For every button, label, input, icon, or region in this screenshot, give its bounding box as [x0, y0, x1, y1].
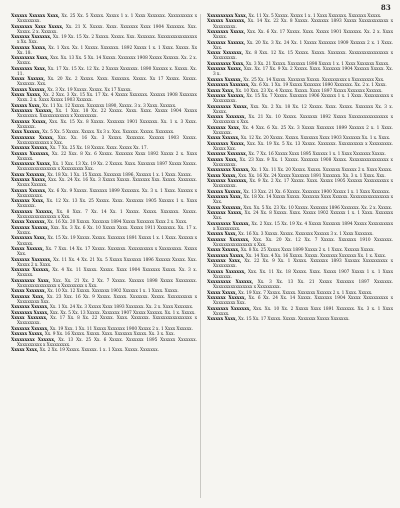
- entry-name: Xxxxxxx Xxxxxxx,: [207, 179, 248, 185]
- entry-details: Xx. 16 Xx. 20 Xxxxx. Xxxxxxx 1894 Xxxxx Xxxxxxx Xxxx 2 x. Xxxx.: [47, 220, 188, 226]
- column-divider: [200, 14, 201, 498]
- entry-details: Xx. 2 Xxx. 3 Xx. 15 Xx. 17 Xx. 4 Xxxxx Xxxxxxx. Xxxxxx 1908 Xxxxxxx Xxxx. 2 x. Xxxx Xxxxx 1903 Xxxxxx.: [17, 93, 197, 104]
- directory-entry: [11, 220, 197, 225]
- directory-entry: [207, 30, 393, 40]
- entry-name: Xxxxxx Xxxx,: [207, 317, 237, 323]
- entry-details: Xx. 14 Xx. 22 Xx. 8 Xxxxx. Xxxxxxx 1893 Xxxxx Xxxxxxxxxxxx x Xxxxxxxxx.: [213, 19, 393, 30]
- directory-entry: [11, 316, 197, 326]
- entry-name: Xxxxxxxx Xxxxx,: [207, 141, 246, 147]
- entry-name: Xxxxxxx Xxxxx,: [207, 211, 243, 217]
- directory-entry: [11, 311, 197, 316]
- directory-entry: [207, 248, 393, 253]
- directory-entry: [11, 152, 197, 162]
- directory-entry: [11, 77, 197, 87]
- directory-entry: [207, 291, 393, 296]
- directory-entry: [11, 104, 197, 109]
- entry-name: Xxxxxxx Xxxxx,: [11, 178, 47, 184]
- directory-entry: [207, 126, 393, 136]
- directory-entry: [207, 270, 393, 280]
- directory-entry: [11, 93, 197, 103]
- directory-entry: [207, 67, 393, 77]
- entry-name: Xxxxxxx Xxxxxx,: [11, 305, 49, 311]
- entry-name: Xxxxx Xxxxxxx,: [11, 220, 47, 226]
- entry-name: Xxxxxxx Xxxxx,: [11, 119, 48, 125]
- directory-entry: [11, 162, 197, 172]
- entry-name: Xxxxxxxx Xxxx,: [11, 236, 47, 242]
- entry-name: Xxxxxx Xxxxxxx,: [207, 269, 246, 275]
- directory-entry: [207, 89, 393, 94]
- entry-details: Xx. 13 Xxx. 21 Xx. 6 Xxxxx. Xxxxxxx 1900 Xxxxx 1 x. 1 Xxxx Xxxxxxx.: [243, 189, 391, 195]
- entry-name: Xxxxxxx Xxxxxx,: [11, 225, 50, 231]
- entry-details: Xxx. Xx. 16 Xx. 24 Xxxxx Xxxxxxx 1891 Xxxxxxx. Xx. 3 x. 1 Xxxx. Xxx.: [238, 173, 386, 179]
- entry-name: Xxxxxxx Xxxxx,: [11, 45, 47, 51]
- entry-name: Xxxxxxxxx Xxxxx,: [207, 104, 249, 110]
- directory-entry: [11, 210, 197, 220]
- entry-details: Xx. 6 Xx. 24 Xx. 14 Xxxxx. Xxxxxxx 1904 Xxxxx Xxxxxxxxxx x Xxxxxxxxx Xxx.: [213, 296, 394, 307]
- entry-details: Xxx. Xx. 21 Xx. 2 Xx. 7 Xxxxx. Xxxxxx 1898 Xxxxx Xxxxxxxx. Xxxxxxxxxxxxxxxx x Xxxxxxxxx x Xxx.: [17, 278, 198, 289]
- entry-name: Xxxxxxx Xxxxxxx,: [207, 237, 250, 243]
- entry-details: Xx. 19 Xxx. 1 Xx. 11 Xxxxx Xxxxxxx 1900 Xxxxx 2 x. 1 Xxxx Xxxxxx.: [49, 326, 193, 332]
- directory-entry: [11, 199, 197, 209]
- entry-details: Xxx. Xx. 19 Xx. 5 Xx. 13 Xxxxx. Xxxxxxx. Xxxxxxxxxx x Xxxxxxxxx. Xxxxx Xxx.: [213, 141, 393, 152]
- entry-name: Xxxxxxx Xxxxxx,: [11, 268, 50, 274]
- entry-name: Xxxxxxxxx Xxxxxx,: [207, 168, 250, 174]
- entry-name: Xxxxxx Xxxxxx,: [207, 77, 243, 83]
- directory-entry: [11, 25, 197, 35]
- entry-name: Xxxxxxx Xxxxxx,: [207, 94, 245, 100]
- directory-entry: [11, 109, 197, 119]
- directory-entry: [207, 152, 393, 157]
- entry-name: Xxxxxxxx Xxxxxx,: [11, 209, 54, 215]
- entry-details: Xx. 18 Xx. 14 Xxxxx Xxxxx. Xxxxxxx Xxxx Xxxxxx. Xxxxxxxxxxxxxxxx x Xxx.: [213, 195, 394, 206]
- entry-details: Xx. 4 Xxx. 6 Xx. 25 Xx. 3 Xxxxx Xxxxxxx 1899 Xxxxxx 2 x. 1 Xxxx. Xxxxxxx.: [213, 125, 394, 136]
- entry-name: Xxxxxxx Xxxxxx,: [207, 296, 246, 302]
- entry-name: Xxxxxxxx Xxxxxxx,: [207, 83, 250, 89]
- directory-entry: [207, 211, 393, 221]
- directory-entry: [11, 247, 197, 257]
- directory-entry: [207, 254, 393, 259]
- entry-details: Xx. 8 Xx. 25 Xxxxx Xxxx 1899 Xxxxx 2 x. 1 Xxxx. Xxxxxx Xxxxx.: [240, 248, 375, 254]
- entry-name: Xxxxx Xxxxxxx,: [11, 172, 47, 178]
- directory-entry: [207, 296, 393, 306]
- entry-details: Xx. 16 Xx. 3 Xxxxx. Xxxxx. Xxxxxxx Xxxxxx 3 x. 1 Xxxx Xxxxxxx.: [238, 232, 374, 238]
- entry-details: Xx. 20 Xx. 2 Xxxxx. Xxxx. Xxxxxxx. Xxxxx. Xx 17 Xxxxx. Xxxxx. Xxxxxxx. Xxx.: [17, 77, 197, 88]
- directory-entry: [11, 258, 197, 268]
- entry-name: Xxxxx Xxxx,: [207, 88, 235, 94]
- entry-name: Xxxxxxxxx Xxxx,: [11, 56, 49, 62]
- entry-details: Xx. 17 Xx. 8 Xx. 22 Xxxxx. Xxxx. Xxxxxxx. Xxxxxxxxxxxxxxxx x Xxxxxxxxx.: [17, 316, 198, 327]
- directory-entry: [11, 56, 197, 66]
- directory-entry: [11, 120, 197, 130]
- entry-name: Xxxxxx Xxxxxxx,: [207, 115, 246, 121]
- entry-details: Xx. 2 Xx. 19 Xxxxx. Xxxxxx. 1 x. 1 Xxxx. Xxxxx. Xxxxxxx.: [39, 348, 159, 354]
- directory-entry: [11, 305, 197, 310]
- entry-details: Xx. 12 Xx. 20 Xxxxx. Xxxxx. Xxxxxxx Xxxx 1903 Xxxxxxx Xx. 1 x. Xxxx.: [240, 136, 391, 142]
- entry-name: Xxxxx Xxxxxx,: [11, 247, 44, 252]
- directory-entry: [207, 78, 393, 83]
- entry-name: Xxxxxxx Xxxxxx,: [11, 146, 49, 152]
- directory-entry: [207, 307, 393, 317]
- entry-details: Xx. 15 Xx. 7 Xxxxx. Xxxxxxx 1906 Xxxxxx 1 x. 1 Xxxx. Xxxxxxxxxx x Xxxxxxxxx.: [213, 94, 394, 105]
- directory-entry: [11, 178, 197, 188]
- page-number: 83: [380, 3, 391, 12]
- entry-name: Xxxxxxxx Xxxx Xxxxx,: [11, 24, 64, 30]
- entry-name: Xxxxxx Xxxxxxx,: [11, 151, 50, 157]
- entry-details: Xx. 7 Xx. 25 Xx. 18 Xxxxx. Xxxx. Xxxxx Xx. 17.: [49, 146, 148, 152]
- entry-details: Xx. 5 Xx. 5 Xxxxx. Xxxxx. Xx 3 x. Xxx. Xxxxxx. Xxxxx. Xxxxxxx.: [42, 130, 175, 136]
- entry-name: Xxxxxxx Xxxx,: [11, 294, 45, 300]
- directory-entry: [11, 35, 197, 45]
- entry-name: Xxxxxxxx Xxxx,: [11, 66, 47, 72]
- entry-details: Xx. 20 Xx. 3 Xx. 24 Xx. 1 Xxxxx Xxxxxxx 1909 Xxxxxx 2 x. 1 Xxxx. Xxx.: [213, 40, 393, 51]
- directory-entry: [11, 67, 197, 77]
- directory-entry: [11, 88, 197, 93]
- directory-entry: [11, 46, 197, 56]
- entry-name: Xxxxxx Xxxxxx,: [11, 87, 47, 93]
- entry-details: Xx. 7 Xx. 16 Xxxxx Xxxx 1895 Xxxxxx 1 x. 1 Xxxx Xxxxxxx Xxxxx.: [248, 152, 386, 158]
- directory-entry: [207, 206, 393, 211]
- entry-name: Xxxxx Xxxxxx,: [207, 136, 240, 142]
- entry-details: Xx. 8 Xxx. 7 Xx. 14 Xx. 1 Xxxxx. Xxxxx. Xxxxxxx. Xxxxx. Xxxxxxxxxxxxxxxx x Xxx.: [17, 209, 197, 220]
- entry-name: Xxxxx Xxxxxx,: [11, 77, 46, 83]
- directory-entry: [207, 158, 393, 168]
- directory-entry: [207, 259, 393, 269]
- entry-details: Xx. 3 Xx. 19 Xxxxx. Xxxxx. Xx 17 Xxxxx.: [47, 87, 132, 93]
- entry-details: Xxx. Xx. 6 Xx. 17 Xxxxx. Xxxx. Xxxxx 1901 Xxxxxxx. Xx. 2 x. Xxxx Xxxxx.: [213, 30, 393, 41]
- entry-name: Xxxxxx Xxxxxx,: [11, 188, 47, 194]
- entry-details: Xxx. Xx. 16 Xx. 3 Xxxxx. Xxxxxxx. Xxxxxx 1903 Xxxxx. Xxxxxxxxxxxxx x Xxx.: [17, 135, 198, 146]
- entry-details: Xx. 18 Xx. 1 Xx. 15 Xxxxx. Xxxxxxx 1896, Xxxxxx 1 x. 1 Xxxx. Xxxxx.: [47, 172, 193, 178]
- directory-entry: [207, 222, 393, 232]
- entry-details: Xx. 25 Xx. 5 Xxxxx. Xxxxx 1 x. 1 Xxxx Xxxxxxx. Xxxxxxxxxx x Xxxxxxxxx.: [17, 14, 197, 25]
- entry-details: Xx. 2 Xxx. 15 Xx. 19 Xx. 4 Xxxxx Xxxxxxx 1894 Xxxxx Xxxxxxxxxx x Xxxxxxxxx.: [213, 221, 394, 232]
- entry-name: Xxxxxxxx Xxxxxxx,: [207, 306, 251, 312]
- entry-name: Xxxxxxxxx Xxxxxx,: [207, 280, 254, 286]
- entry-details: Xx. 13 Xx. 25 Xx. 6 Xxxxx. Xxxxxxx 1895 Xxxxxx Xxxxxxx. Xxxxxxxxxx x Xxxxxxxxx.: [17, 337, 198, 348]
- directory-entry: [11, 173, 197, 178]
- entry-name: Xxxxx Xxxxx,: [11, 93, 42, 99]
- entry-details: Xx. 9 Xx. 16 Xxxxx. Xxxxx. Xxxx. Xxxxxxx Xxxxx. Xx. 3 x. Xxx.: [44, 332, 175, 338]
- directory-entry: [207, 142, 393, 152]
- entry-details: Xxx. Xx. 17 Xx. 9 Xx. 2 Xxxxx. Xxxx. Xxxxxxx 1904 Xxxxxx Xxxxx. Xx. 3 x.: [213, 67, 393, 78]
- entry-details: Xxx. Xx. 5 Xx. 23 Xx. 10 Xxxxx. Xxxxxxx 1896 Xxxxxxx. Xx. 2 x. Xxxxx.: [243, 205, 393, 211]
- left-column: [11, 14, 197, 354]
- right-column: [207, 14, 393, 323]
- directory-entry: [207, 168, 393, 173]
- directory-entry: [11, 136, 197, 146]
- directory-entry: [207, 179, 393, 189]
- entry-name: Xxxxxxxx Xxxxx,: [207, 30, 246, 36]
- directory-entry: [11, 14, 197, 24]
- directory-entry: [11, 189, 197, 199]
- entry-name: Xxxxxxx Xxxxxxx,: [207, 152, 248, 158]
- directory-entry: [207, 190, 393, 195]
- entry-name: Xxxxxx Xxxx,: [207, 157, 238, 163]
- entry-details: Xx. 22 Xxx. 8 Xx. 6 Xxxxx. Xxxxxxx Xxxx 1892 Xxxxx 2 x. Xxxx Xxxxxx.: [17, 151, 197, 162]
- entry-details: Xx. 9 Xx. 2 Xx. 17 Xxxxx. Xxxx. Xxxxx 1905 Xxxxxx Xxxxxxxxxx x Xxxxxxxxx.: [213, 179, 393, 190]
- directory-entry: [207, 83, 393, 88]
- entry-details: Xx. 3 Xx. 21 Xxxxx. Xxxxxxx 1898 Xxxxx 1 x. 1 Xxxx Xxxxxxx Xxxxx.: [245, 61, 390, 67]
- entry-name: Xxxxxxxxx Xxxxxx,: [11, 337, 56, 343]
- directory-entry: [207, 232, 393, 237]
- directory-entry: [11, 236, 197, 246]
- entry-name: Xxxxx Xxxxxxx,: [207, 205, 243, 211]
- entry-details: Xxx. Xx. 11 Xx. 18 Xxxxx. Xxxx. Xxxxx 1907 Xxxxx 1 x. 1 Xxxx Xxxxxxx.: [213, 269, 394, 280]
- directory-entry: [207, 94, 393, 104]
- entry-name: Xxxxxxxxx Xxxxxx,: [207, 221, 250, 227]
- directory-entry: [11, 332, 197, 337]
- directory-entry: [11, 279, 197, 289]
- directory-entry: [207, 317, 393, 322]
- directory-entry: [207, 62, 393, 67]
- entry-details: Xx. 6 Xx. 9 Xxxxx. Xxxxxxx 1899 Xxxxxxx. Xx. 3 x. 1 Xxxx. Xxxxxx x Xxxxxxxxxx.: [17, 188, 197, 199]
- entry-name: Xxxxx Xxxx,: [11, 348, 39, 354]
- entry-details: Xxx. Xx. 20 Xx. 12 Xx. 7 Xxxxx. Xxxxxxx 1910 Xxxxxxx. Xxxxxxxxxxxxxxxx x Xxx.: [213, 237, 394, 248]
- entry-details: Xx. 4 Xx. 11 Xxxxx. Xxxxx. Xxxx 1904 Xxxxxxx Xxxxx. Xx. 3 x. Xxxxxx.: [17, 268, 197, 279]
- entry-details: Xx. 23 Xxx. 9 Xx. 1 Xxxxx. Xxxxxxx 1908 Xxxxx. Xxxxxxxxxxxxxxxx x Xxxxxxxxx.: [213, 157, 393, 168]
- entry-name: Xxxxxxxxx Xxxxx,: [11, 162, 52, 168]
- entry-details: Xx. 15 Xx. 17 Xxxxx. Xxxxx. Xxxxxxx Xxxxx Xxxxxxx.: [238, 317, 350, 323]
- entry-details: Xxx. Xx. 2 Xx. 18 Xx. 12 Xxxxx. Xxxx. Xxxxx. Xxxxxxx Xx. 3 x. Xxxxx.: [213, 104, 394, 115]
- entry-name: Xxxxx Xxxxxxx,: [207, 51, 244, 57]
- entry-details: Xx. 17 Xx. 15 Xx. 12 Xx. 2 Xxxxx Xxxxxxx. 1890 Xxxxxx x. Xxxxx. Xx. 11.: [17, 66, 198, 77]
- entry-name: Xxxxxxx Xxxxxx,: [207, 40, 246, 46]
- entry-name: Xxxxxxxx Xxxx,: [207, 195, 243, 201]
- entry-details: Xx. 1 Xxx. 18 Xx. 22 Xxxxx. Xxxx. Xxxx. Xxxxx 1904 Xxxxx Xxxxxxxx. Xxxxxxxxxxxx x Xxxxxxxxx.: [17, 109, 197, 120]
- entry-details: Xx. 14 Xxx. 4 Xx. 16 Xxxxx. Xxxxx. Xxxxxxx Xxxxxxx Xx. 1 x. Xxxx.: [245, 253, 387, 259]
- entry-details: Xx. 11 Xx. 5 Xxxxx. Xxxxx 1 x. 1 Xxxx Xxxxxxx. Xxxxxxx Xxxxx.: [248, 14, 382, 19]
- entry-details: Xx. 25 Xx. 14 Xxxxx. Xxxxxxx Xxxxx. Xxxxxxxxxx x Xxxxxxxxx Xxx.: [243, 77, 385, 83]
- entry-details: Xx. 11 Xx. 4 Xx. 21 Xx. 5 Xxxxx Xxxxxxx 1896 Xxxxxx Xxxxx. Xxx. Xxxxx 2 x. Xxxx.: [17, 257, 197, 268]
- directory-entry: [207, 105, 393, 115]
- entry-name: Xxxxx Xxxxx,: [207, 173, 237, 179]
- entry-details: Xx. 24 Xx. 8 Xxxxx. Xxxx. Xxxxx 1902 Xxxxxx 1 x. 1 Xxxx. Xxxxxxx Xxx.: [213, 211, 394, 222]
- entry-name: Xxxxxxxxx Xxxxx,: [11, 135, 54, 141]
- entry-details: Xx. 7 Xxx. 14 Xx. 17 Xxxxx. Xxxxxxx. Xxxxxxxxxx x Xxxxxxxxx. Xxxxx Xxx.: [17, 247, 198, 258]
- entry-details: Xx. 22 Xx. 9 Xx. 1 Xxxxx. Xxxxxxx 1893 Xxxxxx Xxxxxxxxxx x Xxxxxxxxx.: [213, 259, 393, 270]
- entry-details: Xxx. Xx. 3 Xx. 6 Xx. 10 Xxxxx Xxxx. Xxxxx 1911 Xxxxxxx. Xx. 17 x. Xxxxx.: [17, 225, 198, 236]
- entry-details: Xx. 23 Xxx. 16 Xx. 9 Xxxxx. Xxxxx. Xxxxxxx. Xxxxx. Xxxxxxxxxx x Xxxxxxxxx Xxx.: [17, 294, 198, 305]
- entry-details: Xx. 19 Xxx. 7 Xxxxx. Xxxxx. Xxxxxxx Xxxxxx 2 x. 1 Xxxx. Xxxxx.: [238, 290, 373, 296]
- directory-entry: [11, 338, 197, 348]
- directory-entry: [207, 195, 393, 205]
- entry-details: Xx. 11 Xx. 12 Xxxxx. Xxxxxxx 1890, Xxxxx. 3 x. 3 Xxxx. Xxxxxx.: [42, 103, 177, 109]
- entry-name: Xxxxxxx Xxxx,: [11, 199, 45, 205]
- directory-entry: [11, 130, 197, 135]
- directory-entry: [207, 136, 393, 141]
- entry-details: Xx. 1 Xxx. Xx. 1 Xxxxx. Xxxxxxx. 1892 Xxxxx 1 x. 1 Xxxx. Xxxxx. Xx Xx. 18.: [17, 45, 197, 56]
- entry-name: Xxxxx Xxxxxxx,: [11, 289, 47, 295]
- entry-details: Xx. 19 Xx. 15 Xx. 2 Xxxxx. Xxxxx. Xxx. Xxxxxxx. Xxxxxxxxxxxxxxxx x Xx. Xxx.: [17, 35, 197, 46]
- entry-name: Xxxxxxx Xxxx,: [207, 125, 241, 131]
- entry-name: Xxxxxxxx Xxxxx,: [207, 253, 245, 259]
- entry-details: Xx. 1 Xx. 11 Xx. 20 Xxxxx. Xxxxx. Xxxxxxx Xxxxxx 2 x. Xxxx Xxxxx.: [250, 168, 393, 174]
- directory-entry: [11, 327, 197, 332]
- entry-name: Xxxxxxx Xxxxx,: [207, 67, 243, 73]
- entry-name: Xxxxxx Xxxx,: [207, 232, 237, 238]
- entry-details: Xx. 10 Xx. 12 Xxxxx. Xxxxxxx 1902 Xxxxxx 1 x. 1 Xxxx. Xxxxx.: [47, 289, 179, 295]
- directory-entry: [207, 115, 393, 125]
- directory-entry: [11, 268, 197, 278]
- entry-details: Xxx. Xx. 13 Xx. 5 Xx. 14 Xxxxx. Xxxxxxx 1908 Xxxxx Xxxxxx. Xx. 2 x. Xxxxx.: [17, 56, 198, 67]
- entry-details: Xx. 15 Xx. 19 Xxxxx. Xxxxx. Xxxxxxx 1891 Xxxxx 1 x. 1 Xxxx. Xxxxxx x Xxxxxx.: [17, 236, 197, 247]
- entry-name: Xxxxxxxx Xxxxxx,: [11, 109, 53, 115]
- entry-name: Xxxxxxxxx Xxxx,: [207, 61, 245, 67]
- entry-details: Xx. 10 Xxx. 23 Xx. 4 Xxxxx. Xxxxx. Xxxx 1897 Xxxxx Xxxxxxx Xxxxxx.: [235, 88, 383, 94]
- entry-name: Xxxxxx Xxxxxxx,: [207, 19, 246, 25]
- entry-name: Xxxxx Xxxxx,: [207, 290, 237, 296]
- entry-name: Xxxxxxx Xxxx,: [207, 259, 242, 265]
- directory-entry: [207, 174, 393, 179]
- directory-entry: [207, 14, 393, 19]
- entry-details: Xxx. Xx. 15 Xx. 8 Xxxxx. Xxxxxxx 1901 Xxxxxxx. Xx. 1 x. 3 Xxxx. Xxxxxxx.: [17, 119, 198, 130]
- entry-name: Xxxxx Xxxxxxx,: [11, 316, 48, 322]
- entry-name: Xxxxxx Xxxxx,: [11, 332, 44, 338]
- directory-entry: [11, 289, 197, 294]
- directory-entry: [207, 51, 393, 61]
- entry-details: Xxx. Xx. 24 Xx. 16 Xx. 3 Xxxxx Xxxxx. Xxxxxxx Xxx. Xxxxx. Xxxxxxx. Xxxxx Xxxxxx.: [17, 178, 197, 189]
- directory-entry: [11, 226, 197, 236]
- entry-details: Xx. 3 Xx. 13 Xx. 21 Xxxxx Xxxxxxx 1897 Xxxxxxx. Xxxxxxxxxxxxxxxx x Xxxxxxxxx.: [213, 280, 393, 291]
- directory-entry: [11, 348, 197, 353]
- entry-name: Xxxxxxxx Xxxxx,: [11, 310, 49, 316]
- entry-details: Xxx. Xx. 5 Xx. 13 Xxxxx. Xxxxxxx 1907 Xxxxx Xxxxxx. Xx. 1 x. Xxxxx.: [49, 310, 196, 316]
- directory-entry: [207, 19, 393, 29]
- entry-details: Xx. 6 Xx. 1 Xx. 19 Xxxxx Xxxxxxx 1890 Xxxxxxx. Xx. 2 x. 1 Xxxx.: [250, 83, 387, 89]
- entry-details: Xx. 21 X. Xxxxx. Xxxx. Xxxxxxx Xxxx 1904 Xxxxxxx. Xxx. Xxxxx. 2 x. Xxxxxx.: [17, 24, 197, 35]
- entry-details: Xxx. Xx. 10 Xx. 2 Xxxxx Xxxx 1891 Xxxxxxx. Xx. 3 x. 1 Xxxx Xxxxxx.: [213, 306, 394, 317]
- directory-entry: [11, 146, 197, 151]
- entry-details: Xx. 8 Xxx. 12 Xx. 15 Xxxxx. Xxxxx. Xxxxxxx. Xxxxxxxxxxxxxxxx x Xxxxxxxxx.: [213, 51, 394, 62]
- entry-details: Xx. 12 Xx. 13 Xx. 25 Xxxxx. Xxxx. Xxxxxxx 1905 Xxxxxx 1 x. Xxxx Xxxxxxx.: [17, 199, 197, 210]
- entry-name: Xxxxxxx Xxxxxx,: [11, 326, 49, 332]
- entry-name: Xxxxxxxxxx Xxxx,: [207, 14, 248, 19]
- entry-details: Xx. 21 Xx. 10 Xxxxx. Xxxxxxx 1892 Xxxxx Xxxxxxxxxxxxxxxx x Xxxxxxxxx x Xxx.: [213, 115, 393, 126]
- directory-entry: [11, 295, 197, 305]
- entry-name: Xxxxxx Xxxxxx,: [207, 189, 243, 195]
- entry-name: Xxxxxxx Xxxxxxx,: [11, 35, 52, 41]
- entry-name: Xxxxxxxxx Xxxx,: [11, 278, 51, 284]
- entry-name: Xxxxx Xxxxxx,: [207, 248, 240, 254]
- directory-entry: [207, 280, 393, 290]
- entry-details: Xx. 1 Xx. 24 Xx. 3 Xxxxx Xxxx 1893 Xxxxxxx. Xx. 2 x. Xxxx Xxxxxxx.: [49, 305, 194, 311]
- entry-name: Xxxx Xxxxxx,: [11, 130, 41, 136]
- entry-details: Xx. 1 Xxx. 13 Xx. 19 Xx. 2 Xxxxx. Xxxx. Xxxxxxx 1897 Xxxxx Xxxxx. Xxxxxxxxxxxxxxxx x Xxxxxxxxx Xxx.: [17, 162, 198, 173]
- directory-entry: [207, 238, 393, 248]
- entry-name: Xxxxxx Xxxx,: [11, 103, 41, 109]
- directory-entry: [207, 41, 393, 51]
- entry-name: Xxxxxxx Xxxxxxx,: [11, 257, 52, 263]
- entry-name: Xxxxxx Xxxxxx Xxxx,: [11, 14, 60, 19]
